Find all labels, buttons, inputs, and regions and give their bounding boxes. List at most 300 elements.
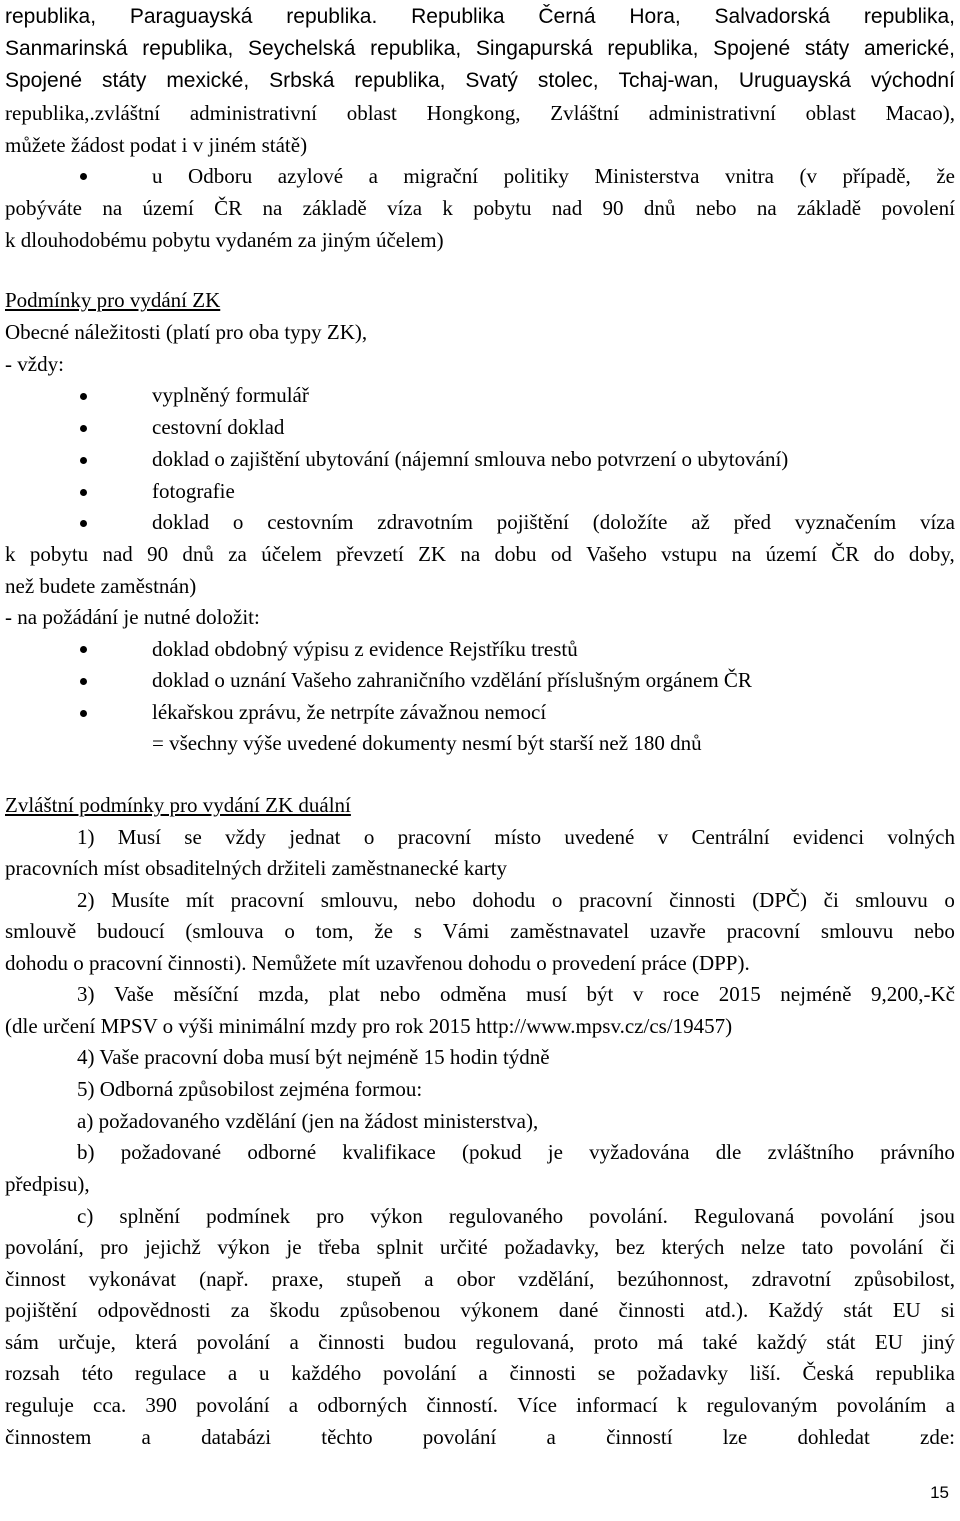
section-heading: Podmínky pro vydání ZK xyxy=(5,288,221,312)
word: praxe, xyxy=(271,1267,324,1291)
word: činnosti xyxy=(318,1330,385,1354)
word: povolání xyxy=(422,1425,497,1449)
word: 390 xyxy=(145,1393,177,1417)
word: na xyxy=(262,196,283,220)
word: měsíční xyxy=(173,982,239,1006)
word: pobytu xyxy=(29,542,89,566)
word: volných xyxy=(887,825,955,849)
word: povolání xyxy=(820,1204,894,1228)
text-line xyxy=(5,1329,955,1355)
word: k xyxy=(676,1393,688,1417)
word: být xyxy=(586,982,614,1006)
word: Vaše xyxy=(114,982,154,1006)
word: (doložíte xyxy=(592,510,668,534)
word: právního xyxy=(880,1140,955,1164)
word: Uruguayská xyxy=(738,69,851,92)
word: a xyxy=(141,1425,151,1449)
word: dle xyxy=(715,1140,742,1164)
word: zvláštního xyxy=(767,1140,854,1164)
word: vykonávat xyxy=(88,1267,177,1291)
bullet-marker xyxy=(80,646,87,653)
word: nad xyxy=(102,542,133,566)
word: odpovědnosti xyxy=(97,1298,211,1322)
word: činnosti xyxy=(669,888,736,912)
word: cestovním xyxy=(267,510,354,534)
word: Více xyxy=(517,1393,557,1417)
word: povolení xyxy=(881,196,955,220)
word: Republika xyxy=(411,5,505,28)
word: pracovní xyxy=(726,919,801,943)
list-item xyxy=(152,509,955,535)
word: k xyxy=(5,542,16,566)
word: činnosti xyxy=(509,1361,576,1385)
word: Černá xyxy=(538,5,596,28)
word: kterých xyxy=(661,1235,725,1259)
word: oblast xyxy=(805,101,856,125)
word: víza xyxy=(387,196,423,220)
word: atd.). xyxy=(705,1298,749,1322)
word: dohledat xyxy=(797,1425,870,1449)
word: až xyxy=(691,510,710,534)
word: Macao), xyxy=(885,101,955,125)
word: do xyxy=(873,542,895,566)
text-line: můžete žádost podat i v jiném státě) xyxy=(5,133,308,157)
word: (v xyxy=(799,164,818,188)
word: stolec, xyxy=(537,69,599,92)
word: 1) xyxy=(77,825,95,849)
word: republika, xyxy=(607,37,699,60)
word: 3) xyxy=(77,982,95,1006)
word: obor xyxy=(456,1267,496,1291)
word: Musíte xyxy=(111,888,170,912)
word: se xyxy=(184,825,202,849)
word: Sanmarinská xyxy=(5,37,128,60)
word: republika,.zvláštní xyxy=(5,101,161,125)
word: Seychelská xyxy=(248,37,356,60)
word: Paraguayská xyxy=(129,5,253,28)
word: Vašeho xyxy=(586,542,647,566)
word: budoucí xyxy=(96,919,165,943)
word: (pokud xyxy=(461,1140,522,1164)
text-line xyxy=(5,541,955,567)
bullet-marker xyxy=(80,489,87,496)
text-line xyxy=(152,163,955,189)
word: také xyxy=(702,1330,738,1354)
word: republika, xyxy=(863,5,955,28)
word: republika, xyxy=(142,37,234,60)
word: požadavky xyxy=(637,1361,728,1385)
word: Hora, xyxy=(629,5,681,28)
word: migrační xyxy=(403,164,479,188)
word: nebo xyxy=(414,888,456,912)
word: splnit xyxy=(376,1235,424,1259)
word: převzetí xyxy=(336,542,404,566)
word: 2) xyxy=(77,888,95,912)
word: Hongkong, xyxy=(426,101,521,125)
word: tato xyxy=(801,1235,834,1259)
word: o xyxy=(284,919,295,943)
word: administrativní xyxy=(189,101,317,125)
word: doby, xyxy=(908,542,955,566)
word: smlouvu xyxy=(820,919,894,943)
list-item: doklad o uznání Vašeho zahraničního vzdělání příslušným orgánem ČR xyxy=(152,668,752,692)
word: nejméně xyxy=(780,982,852,1006)
word: Vámi xyxy=(442,919,490,943)
word: že xyxy=(374,919,393,943)
word: Odboru xyxy=(188,164,253,188)
word: činnost xyxy=(5,1267,66,1291)
word: na xyxy=(731,542,752,566)
word: k xyxy=(442,196,453,220)
text-line: pracovních míst obsaditelných držiteli zaměstnanecké karty xyxy=(5,856,508,880)
word: určité xyxy=(439,1235,488,1259)
text-line: předpisu), xyxy=(5,1172,90,1196)
text-line xyxy=(5,4,955,30)
word: a xyxy=(478,1361,488,1385)
word: lze xyxy=(722,1425,748,1449)
word: americké, xyxy=(863,37,955,60)
text-line xyxy=(5,195,955,221)
word: reguluje xyxy=(5,1393,74,1417)
word: a xyxy=(424,1267,434,1291)
word: místo xyxy=(494,825,542,849)
bullet-marker xyxy=(80,425,87,432)
list-item: doklad o zajištění ubytování (nájemní smlouva nebo potvrzení o ubytování) xyxy=(152,447,789,471)
word: způsobenou xyxy=(339,1298,441,1322)
word: východní xyxy=(870,69,955,92)
word: stát xyxy=(843,1298,873,1322)
list-item: fotografie xyxy=(152,479,235,503)
word: účelem xyxy=(261,542,322,566)
word: škodu xyxy=(269,1298,320,1322)
word: smlouvu, xyxy=(320,888,399,912)
text-line xyxy=(77,824,955,850)
word: bezúhonnost, xyxy=(617,1267,729,1291)
word: základě xyxy=(797,196,862,220)
text-line xyxy=(77,1139,955,1165)
word: pracovní xyxy=(579,888,653,912)
word: požadavky, xyxy=(504,1235,600,1259)
word: zdravotním xyxy=(377,510,473,534)
word: si xyxy=(940,1298,955,1322)
word: evidenci xyxy=(792,825,865,849)
word: dnů xyxy=(643,196,676,220)
word: případě, xyxy=(842,164,911,188)
word: 2015 xyxy=(718,982,761,1006)
word: mzda, xyxy=(258,982,309,1006)
word: EU xyxy=(874,1330,903,1354)
word: dobu xyxy=(494,542,537,566)
word: vyznačením xyxy=(794,510,897,534)
word: pracovní xyxy=(397,825,472,849)
word: činnosti xyxy=(618,1298,685,1322)
text-line: (dle určení MPSV o výši minimální mzdy pro rok 2015 http://www.mpsv.cz/cs/19457) xyxy=(5,1014,733,1038)
word: či xyxy=(823,888,839,912)
list-item: doklad obdobný výpisu z evidence Rejstříku trestů xyxy=(152,637,578,661)
word: pojištění xyxy=(496,510,570,534)
word: za xyxy=(228,542,247,566)
text-line xyxy=(5,1360,955,1386)
word: od xyxy=(550,542,572,566)
word: proto xyxy=(593,1330,639,1354)
word: informací xyxy=(576,1393,658,1417)
word: pro xyxy=(100,1235,129,1259)
word: 9,200,-Kč xyxy=(871,982,955,1006)
word: činností. xyxy=(426,1393,499,1417)
word: vnitra xyxy=(725,164,774,188)
list-item: cestovní doklad xyxy=(152,415,285,439)
word: republika, xyxy=(354,69,446,92)
word: rozsah xyxy=(5,1361,60,1385)
word: smlouvu xyxy=(855,888,928,912)
word: výkon xyxy=(217,1235,270,1259)
word: povoláním xyxy=(836,1393,927,1417)
word: doklad xyxy=(152,510,210,534)
word: činností xyxy=(606,1425,673,1449)
word: odměna xyxy=(440,982,507,1006)
word: o xyxy=(944,888,955,912)
word: Musí xyxy=(117,825,161,849)
text-line xyxy=(5,1424,955,1450)
word: dohodu xyxy=(472,888,536,912)
word: jiný xyxy=(922,1330,955,1354)
word: republika, xyxy=(370,37,462,60)
list-item: lékařskou zprávu, že netrpíte závažnou nemocí xyxy=(152,700,547,724)
word: způsobilost, xyxy=(854,1267,955,1291)
word: regulovaného xyxy=(448,1204,564,1228)
word: Centrální xyxy=(691,825,770,849)
word: povolání. xyxy=(589,1204,668,1228)
text-line: a) požadovaného vzdělání (jen na žádost ministerstva), xyxy=(77,1109,539,1133)
word: dnů xyxy=(182,542,214,566)
text-line xyxy=(5,1266,955,1292)
word: uvedené xyxy=(564,825,635,849)
word: smlouvě xyxy=(5,919,77,943)
bullet-marker xyxy=(80,678,87,685)
word: či xyxy=(939,1235,955,1259)
word: politiky xyxy=(503,164,569,188)
text-line xyxy=(5,1234,955,1260)
word: má xyxy=(657,1330,684,1354)
word: podmínek xyxy=(206,1204,291,1228)
word: této xyxy=(81,1361,114,1385)
word: území xyxy=(142,196,194,220)
text-line: k dlouhodobému pobytu vydaném za jiným účelem) xyxy=(5,228,444,252)
word: na xyxy=(102,196,123,220)
list-item: vyplněný formulář xyxy=(152,383,309,407)
word: 90 xyxy=(147,542,169,566)
word: bez xyxy=(615,1235,645,1259)
word: povolání xyxy=(196,1330,271,1354)
word: ČR xyxy=(214,196,243,220)
word: za xyxy=(230,1298,250,1322)
word: uzavře xyxy=(649,919,706,943)
word: v xyxy=(657,825,669,849)
word: stupeň xyxy=(346,1267,402,1291)
text-line xyxy=(5,36,955,62)
word: republika. xyxy=(286,5,378,28)
word: mít xyxy=(186,888,215,912)
word: se xyxy=(597,1361,616,1385)
word: a xyxy=(546,1425,556,1449)
word: (smlouva xyxy=(185,919,264,943)
word: vyžadována xyxy=(589,1140,690,1164)
text-line xyxy=(5,918,955,944)
word: azylové xyxy=(277,164,344,188)
word: mexické, xyxy=(166,69,250,92)
word: třeba xyxy=(318,1235,361,1259)
word: pobýváte xyxy=(5,196,82,220)
word: v xyxy=(632,982,644,1006)
word: státy xyxy=(102,69,147,92)
word: administrativní xyxy=(648,101,776,125)
word: na xyxy=(460,542,481,566)
word: oblast xyxy=(346,101,397,125)
section-heading: Zvláštní podmínky pro vydání ZK duální xyxy=(5,793,351,817)
word: a xyxy=(227,1361,238,1385)
text-line: Obecné náležitosti (platí pro oba typy ZK), xyxy=(5,320,368,344)
word: je xyxy=(286,1235,302,1259)
word: databázi xyxy=(201,1425,272,1449)
word: nelze xyxy=(740,1235,786,1259)
word: u xyxy=(152,164,163,188)
word: Zvláštní xyxy=(550,101,620,125)
word: a xyxy=(368,164,378,188)
word: tom, xyxy=(315,919,354,943)
word: Spojené xyxy=(713,37,791,60)
word: vzdělání, xyxy=(518,1267,595,1291)
word: víza xyxy=(919,510,955,534)
word: Ministerstva xyxy=(594,164,700,188)
word: a xyxy=(945,1393,955,1417)
text-line xyxy=(5,1392,955,1418)
word: pro xyxy=(316,1204,345,1228)
word: nad xyxy=(551,196,583,220)
word: činnostem xyxy=(5,1425,92,1449)
word: (např. xyxy=(199,1267,249,1291)
word: odborných xyxy=(317,1393,408,1417)
word: jejichž xyxy=(144,1235,201,1259)
word: území xyxy=(765,542,817,566)
text-line xyxy=(77,1203,955,1229)
word: ZK xyxy=(418,542,447,566)
word: c) xyxy=(77,1204,94,1228)
word: zaměstnavatel xyxy=(510,919,630,943)
word: budou xyxy=(404,1330,457,1354)
word: nebo xyxy=(914,919,955,943)
text-line: než budete zaměstnán) xyxy=(5,574,197,598)
bullet-marker xyxy=(80,457,87,464)
word: regulace xyxy=(134,1361,207,1385)
word: a xyxy=(288,1393,299,1417)
word: povolání xyxy=(849,1235,924,1259)
word: Singapurská xyxy=(475,37,593,60)
word: Salvadorská xyxy=(714,5,831,28)
word: liší. xyxy=(749,1361,781,1385)
word: státy xyxy=(804,37,850,60)
word: s xyxy=(413,919,422,943)
word: kvalifikace xyxy=(342,1140,436,1164)
word: povolání xyxy=(196,1393,270,1417)
word: nebo xyxy=(379,982,421,1006)
text-line xyxy=(5,1297,955,1323)
word: na xyxy=(756,196,777,220)
text-line: dohodu o pracovní činnosti). Nemůžete mít uzavřenou dohodu o provedení práce (DPP). xyxy=(5,951,750,975)
word: Srbská xyxy=(269,69,335,92)
word: roce xyxy=(663,982,700,1006)
word: povolání, xyxy=(5,1235,84,1259)
word: 90 xyxy=(602,196,624,220)
word: Regulovaná xyxy=(693,1204,795,1228)
word: dané xyxy=(558,1298,599,1322)
word: o xyxy=(551,888,563,912)
word: těchto xyxy=(321,1425,373,1449)
summary-note: = všechny výše uvedené dokumenty nesmí být starší než 180 dnů xyxy=(152,731,702,755)
bullet-marker xyxy=(80,393,87,400)
bullet-marker xyxy=(80,710,87,717)
text-line: 4) Vaše pracovní doba musí být nejméně 15 hodin týdně xyxy=(77,1045,550,1069)
word: zde: xyxy=(920,1425,955,1449)
word: nebo xyxy=(695,196,737,220)
word: každý xyxy=(756,1330,807,1354)
word: výkon xyxy=(370,1204,423,1228)
word: EU xyxy=(892,1298,921,1322)
bullet-marker xyxy=(80,520,87,527)
word: Spojené xyxy=(5,69,83,92)
word: Česká xyxy=(802,1361,854,1385)
word: u xyxy=(258,1361,270,1385)
word: regulovaná, xyxy=(475,1330,575,1354)
word: o xyxy=(363,825,375,849)
word: výkonem xyxy=(460,1298,539,1322)
word: vždy xyxy=(225,825,266,849)
word: jednat xyxy=(289,825,341,849)
word: vstupu xyxy=(661,542,718,566)
word: a xyxy=(289,1330,299,1354)
text-line: - na požádání je nutné doložit: xyxy=(5,605,260,629)
page-number: 15 xyxy=(930,1483,949,1502)
word: je xyxy=(547,1140,563,1164)
word: Tchaj-wan, xyxy=(618,69,719,92)
text-line xyxy=(77,887,955,913)
word: zdravotní xyxy=(751,1267,832,1291)
word: splnění xyxy=(119,1204,181,1228)
word: republika xyxy=(875,1361,955,1385)
bullet-marker xyxy=(80,173,87,180)
word: regulovaným xyxy=(706,1393,818,1417)
word: Každý xyxy=(768,1298,824,1322)
word: republika, xyxy=(5,5,97,28)
word: před xyxy=(733,510,771,534)
word: pracovní xyxy=(230,888,305,912)
word: jsou xyxy=(919,1204,955,1228)
word: která xyxy=(135,1330,178,1354)
text-line xyxy=(77,981,955,1007)
word: cca. xyxy=(93,1393,127,1417)
word: ČR xyxy=(831,542,860,566)
word: požadované xyxy=(120,1140,222,1164)
text-line: 5) Odborná způsobilost zejména formou: xyxy=(77,1077,423,1101)
word: určuje, xyxy=(58,1330,116,1354)
word: o xyxy=(232,510,244,534)
word: sám xyxy=(5,1330,39,1354)
text-line xyxy=(5,100,955,126)
word: plat xyxy=(328,982,361,1006)
word: odborné xyxy=(247,1140,317,1164)
text-line: - vždy: xyxy=(5,352,64,376)
word: základě xyxy=(302,196,367,220)
word: že xyxy=(936,164,955,188)
